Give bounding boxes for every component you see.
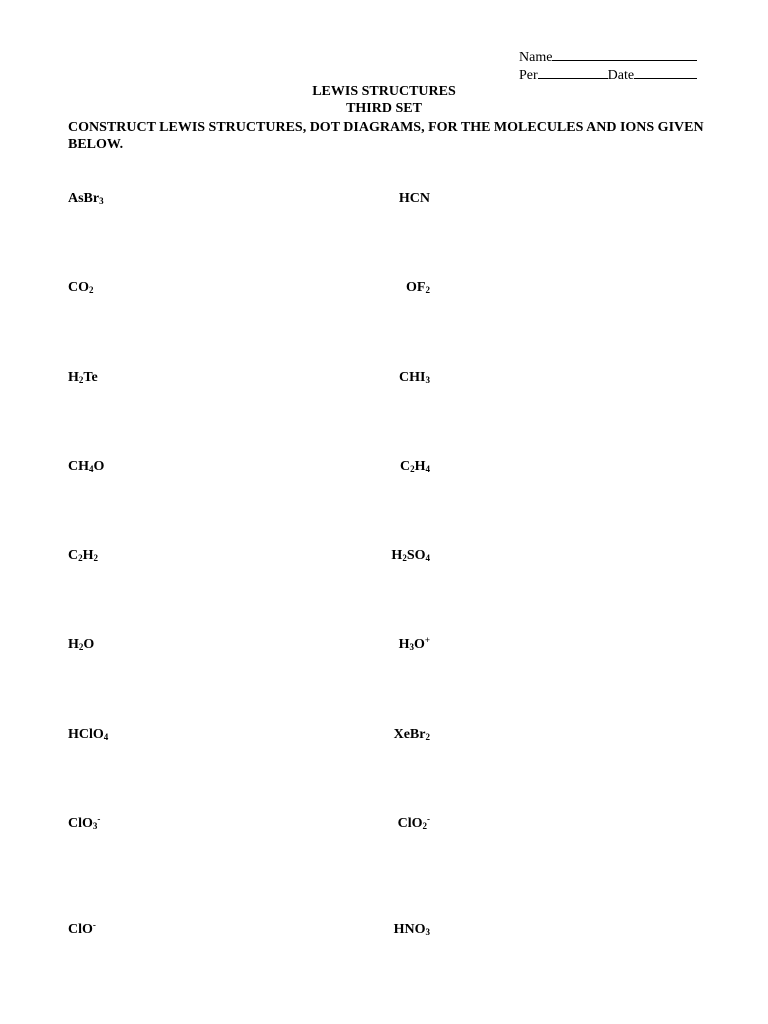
formula-part: SO [406, 548, 426, 563]
formula-part: XeBr [393, 727, 426, 742]
formula-part: CHI [399, 370, 426, 385]
formula-part: H [68, 370, 79, 385]
formula-part: 3 [99, 196, 104, 206]
page-subtitle: THIRD SET [346, 101, 422, 116]
formula-right-9 [394, 922, 430, 938]
formula-part: 2 [425, 285, 430, 295]
formula-part: 4 [103, 732, 109, 742]
formula-part: 2 [78, 553, 83, 563]
formula-left-5 [68, 548, 98, 564]
formula-right-7 [394, 727, 430, 743]
formula-part: HCN [398, 191, 430, 206]
formula-left-9 [68, 922, 96, 938]
formula-right-1 [399, 191, 430, 207]
formula-part: O [93, 459, 105, 474]
formula-part: - [92, 920, 96, 930]
page-title: LEWIS STRUCTURES [312, 84, 456, 99]
date-label: Date [607, 68, 635, 83]
formula-right-4 [400, 459, 430, 475]
formula-part: 3 [425, 927, 430, 937]
date-blank[interactable] [634, 66, 697, 79]
formula-part: 2 [402, 553, 407, 563]
formula-part: Te [83, 370, 98, 385]
formula-part: HNO [393, 922, 426, 937]
formula-part: + [424, 635, 430, 645]
formula-part: O [413, 637, 425, 652]
name-field[interactable] [519, 48, 697, 66]
formula-part: H [391, 548, 403, 563]
formula-left-6 [68, 637, 94, 653]
formula-part: H [82, 548, 94, 563]
formula-part: 4 [425, 553, 430, 563]
formula-right-6 [399, 637, 430, 653]
formula-right-2 [406, 280, 430, 296]
formula-part: 3 [92, 821, 98, 831]
formula-left-1 [68, 191, 104, 207]
formula-left-8 [68, 816, 100, 832]
formula-left-4 [68, 459, 104, 475]
formula-part: ClO [68, 816, 93, 831]
formula-part: 2 [89, 285, 94, 295]
formula-part: 2 [425, 732, 430, 742]
formula-part: H [68, 637, 79, 652]
instructions: CONSTRUCT LEWIS STRUCTURES, DOT DIAGRAMS, FOR THE MOLECULES AND IONS GIVEN BELOW. [68, 120, 704, 152]
formula-part: AsBr [68, 191, 100, 206]
formula-part: 2 [93, 553, 99, 563]
formula-part: ClO [68, 922, 93, 937]
formula-part: - [97, 814, 101, 824]
formula-part: 4 [425, 464, 430, 474]
per-label: Per [519, 68, 538, 83]
formula-part: H [398, 637, 410, 652]
formula-left-7 [68, 727, 108, 743]
per-date-field[interactable] [519, 66, 697, 84]
formula-left-2 [68, 280, 94, 296]
formula-part: 4 [89, 464, 94, 474]
formula-right-3 [399, 370, 430, 386]
per-blank[interactable] [538, 66, 608, 79]
formula-part: CO [68, 280, 89, 295]
formula-part: OF [406, 280, 426, 295]
name-label: Name [519, 50, 553, 65]
formula-part: 2 [78, 375, 84, 385]
formula-part: 3 [425, 375, 430, 385]
formula-part: - [427, 814, 430, 824]
formula-part: HClO [68, 727, 104, 742]
formula-part: 2 [78, 642, 84, 652]
name-blank[interactable] [552, 48, 697, 61]
formula-part: CH [68, 459, 89, 474]
formula-part: 2 [422, 821, 427, 831]
formula-part: C [399, 459, 411, 474]
formula-part: 2 [410, 464, 415, 474]
formula-part: H [414, 459, 426, 474]
formula-part: C [68, 548, 79, 563]
formula-left-3 [68, 370, 98, 386]
formula-right-5 [391, 548, 430, 564]
formula-right-8 [398, 816, 430, 832]
formula-part: 3 [409, 642, 414, 652]
formula-part: O [83, 637, 95, 652]
formula-part: ClO [397, 816, 423, 831]
